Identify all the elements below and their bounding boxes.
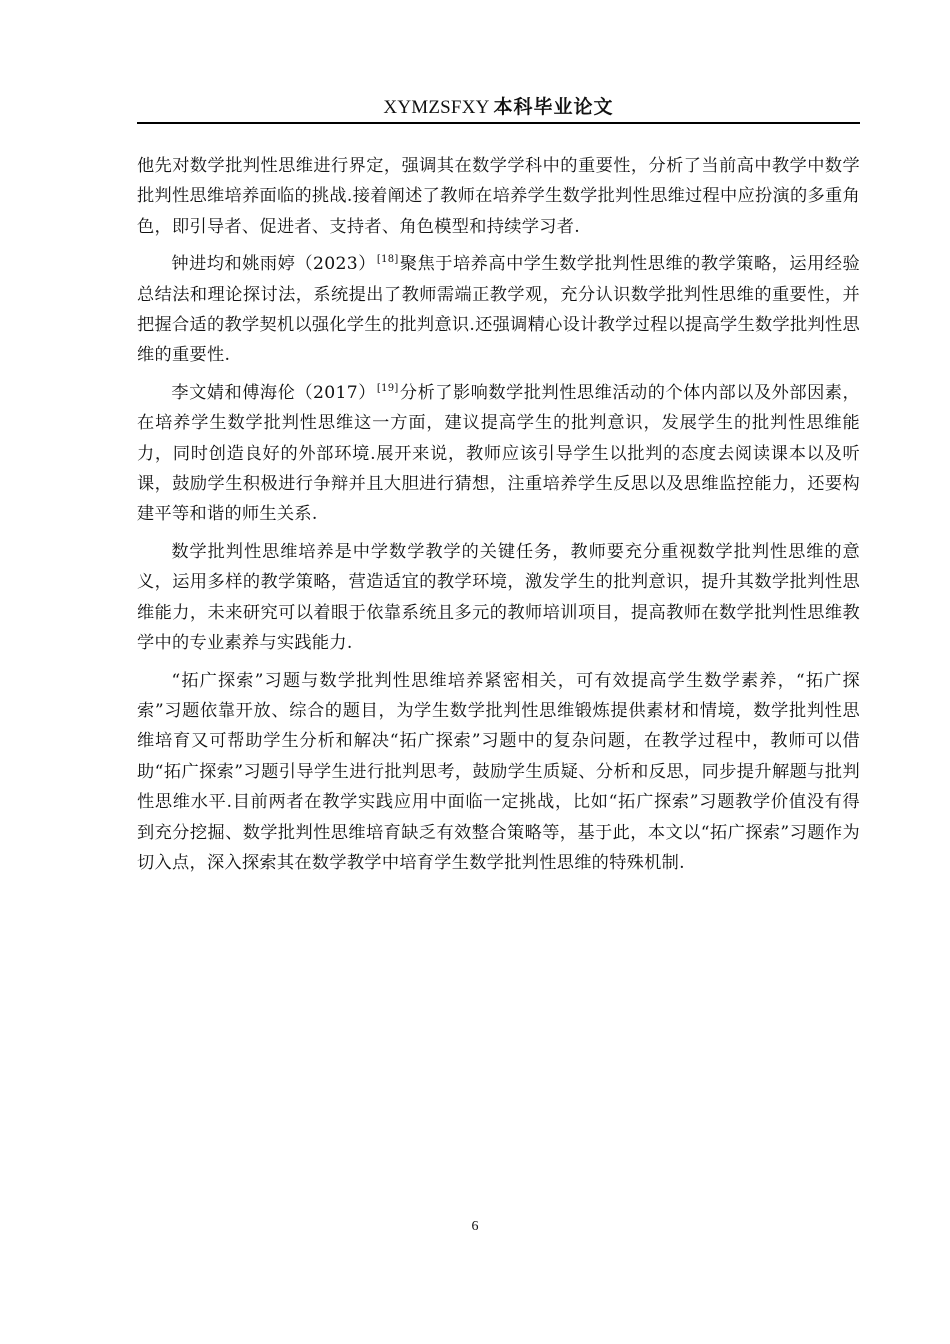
header-school-code: XYMZSFXY bbox=[383, 97, 490, 118]
paragraph-4 bbox=[137, 537, 860, 659]
paragraph-1 bbox=[137, 151, 860, 242]
paragraph-5 bbox=[137, 666, 860, 879]
paragraph-3-text: 分析了影响数学批判性思维活动的个体内部以及外部因素，在培养学生数学批判性思维这一方面，建议提高学生的批判意识，发展学生的批判性思维能力，同时创造良好的外部环境.展开来说，教师应该引导学生以批判的态度去阅读课本以及听课，鼓励学生积极进行争辩并且大胆进行猜想，注重培养学生反思以及思维监控能力，还要构建平等和谐的师生关系. bbox=[137, 382, 860, 525]
citation-19: [19] bbox=[376, 383, 399, 395]
header-divider bbox=[137, 122, 860, 124]
paragraph-2 bbox=[137, 249, 860, 371]
paragraph-4-text: 数学批判性思维培养是中学数学教学的关键任务，教师要充分重视数学批判性思维的意义，运用多样的教学策略，营造适宜的教学环境，激发学生的批判意识，提升其数学批判性思维能力，未来研究可以着眼于依靠系统且多元的教师培训项目，提高教师在数学批判性思维教学中的专业素养与实践能力. bbox=[137, 541, 860, 654]
running-header bbox=[137, 92, 860, 122]
body-text bbox=[137, 151, 860, 885]
paragraph-5-text: “拓广探索”习题与数学批判性思维培养紧密相关，可有效提高学生数学素养，“拓广探索”习题依靠开放、综合的题目，为学生数学批判性思维锻炼提供素材和情境，数学批判性思维培育又可帮助学生分析和解决“拓广探索”习题中的复杂问题，在教学过程中，教师可以借助“拓广探索”习题引导学生进行批判思考，鼓励学生质疑、分析和反思，同步提升解题与批判性思维水平.目前两者在教学实践应用中面临一定挑战，比如“拓广探索”习题教学价值没有得到充分挖掘、数学批判性思维培育缺乏有效整合策略等，基于此，本文以“拓广探索”习题作为切入点，深入探索其在数学教学中培育学生数学批判性思维的特殊机制. bbox=[137, 670, 860, 873]
paragraph-2-text: 聚焦于培养高中学生数学批判性思维的教学策略，运用经验总结法和理论探讨法，系统提出了教师需端正教学观，充分认识数学批判性思维的重要性，并把握合适的教学契机以强化学生的批判意识.还强调精心设计教学过程以提高学生数学批判性思维的重要性. bbox=[137, 254, 860, 366]
paragraph-1-text: 他先对数学批判性思维进行界定，强调其在数学学科中的重要性，分析了当前高中教学中数学批判性思维培养面临的挑战.接着阐述了教师在培养学生数学批判性思维过程中应扮演的多重角色，即引导者、促进者、支持者、角色模型和持续学习者. bbox=[137, 156, 860, 237]
header-thesis-label: 本科毕业论文 bbox=[493, 96, 614, 118]
citation-18: [18] bbox=[376, 254, 399, 266]
page-number: 6 bbox=[471, 1219, 479, 1234]
paragraph-2-lead: 钟进均和姚雨婷（2023） bbox=[171, 254, 376, 275]
paragraph-3-lead: 李文婧和傅海伦（2017） bbox=[171, 382, 376, 403]
paragraph-3 bbox=[137, 378, 860, 530]
